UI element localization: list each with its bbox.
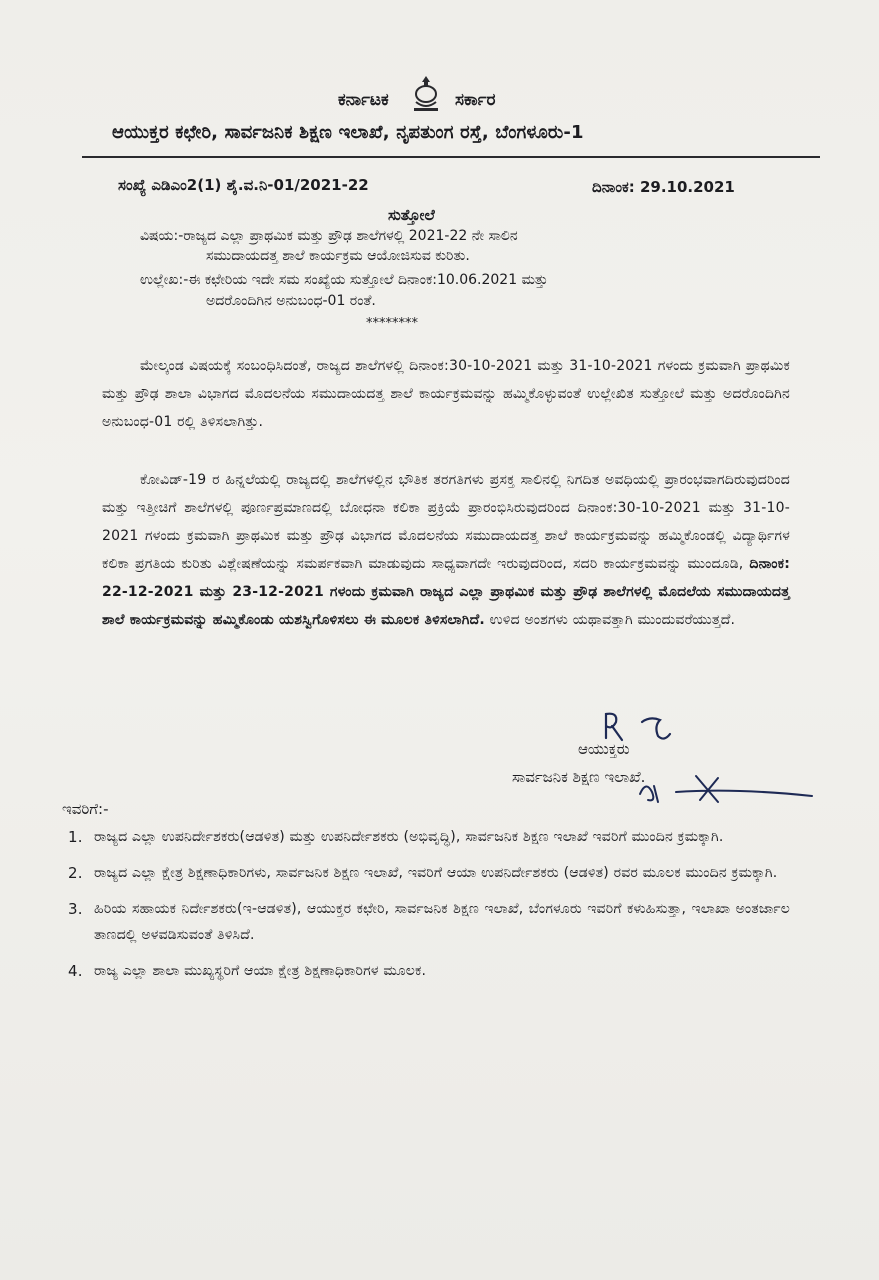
circular-title: ಸುತ್ತೋಲೆ	[388, 206, 435, 224]
signatory-designation: ಆಯುಕ್ತರು	[578, 740, 630, 758]
distribution-list	[68, 824, 790, 994]
list-item	[68, 860, 790, 886]
list-item-number: 3.	[68, 900, 83, 918]
list-item	[68, 896, 790, 948]
subject-line-2: ಸಮುದಾಯದತ್ತ ಶಾಲೆ ಕಾರ್ಯಕ್ರಮ ಆಯೋಜಿಸುವ ಕುರಿತು.	[206, 248, 470, 264]
body-paragraph-2-end: ಉಳಿದ ಅಂಶಗಳು ಯಥಾವತ್ತಾಗಿ ಮುಂದುವರೆಯುತ್ತದೆ.	[489, 612, 736, 628]
list-item-text: ರಾಜ್ಯದ ಎಲ್ಲಾ ಕ್ಷೇತ್ರ ಶಿಕ್ಷಣಾಧಿಕಾರಿಗಳು, ಸಾರ್ವಜನಿಕ ಶಿಕ್ಷಣ ಇಲಾಖೆ, ಇವರಿಗೆ ಆಯಾ ಉಪನಿರ್ದೇಶಕರು (ಆಡಳಿತ) ರವರ ಮೂಲಕ ಮುಂದಿನ ಕ್ರಮಕ್ಕಾಗಿ.	[94, 865, 778, 881]
government-label-left: ಕರ್ನಾಟಕ	[338, 90, 389, 110]
signature-scribble	[636, 772, 826, 808]
state-emblem-icon	[408, 74, 444, 114]
list-item-number: 1.	[68, 828, 83, 846]
reference-line-2: ಅದರೊಂದಿಗಿನ ಅನುಬಂಧ-01 ರಂತೆ.	[206, 293, 376, 309]
body-paragraph-2	[102, 466, 790, 634]
document-date: ದಿನಾಂಕ: 29.10.2021	[592, 178, 735, 196]
list-item-number: 4.	[68, 962, 83, 980]
separator-stars: ********	[366, 316, 418, 331]
list-item-text: ಹಿರಿಯ ಸಹಾಯಕ ನಿರ್ದೇಶಕರು(ಇ-ಆಡಳಿತ), ಆಯುಕ್ತರ ಕಛೇರಿ, ಸಾರ್ವಜನಿಕ ಶಿಕ್ಷಣ ಇಲಾಖೆ, ಬೆಂಗಳೂರು ಇವರಿಗೆ ಕಳುಹಿಸುತ್ತಾ, ಇಲಾಖಾ ಅಂತರ್ಜಾಲ ತಾಣದಲ್ಲಿ ಅಳವಡಿಸುವಂತೆ ತಿಳಿಸಿದೆ.	[94, 901, 790, 943]
list-item-text: ರಾಜ್ಯದ ಎಲ್ಲಾ ಉಪನಿರ್ದೇಶಕರು(ಆಡಳಿತ) ಮತ್ತು ಉಪನಿರ್ದೇಶಕರು (ಅಭಿವೃದ್ಧಿ), ಸಾರ್ವಜನಿಕ ಶಿಕ್ಷಣ ಇಲಾಖೆ ಇವರಿಗೆ ಮುಂದಿನ ಕ್ರಮಕ್ಕಾಗಿ.	[94, 829, 724, 845]
list-item	[68, 958, 790, 984]
list-item-number: 2.	[68, 864, 83, 882]
body-paragraph-2-text: ಕೋವಿಡ್-19 ರ ಹಿನ್ನಲೆಯಲ್ಲಿ ರಾಜ್ಯದಲ್ಲಿ ಶಾಲೆಗಳಲ್ಲಿನ ಭೌತಿಕ ತರಗತಿಗಳು ಪ್ರಸಕ್ತ ಸಾಲಿನಲ್ಲಿ ನಿಗದಿತ ಅವಧಿಯಲ್ಲಿ ಪ್ರಾರಂಭವಾಗದಿರುವುದರಿಂದ ಮತ್ತು ಇತ್ತೀಚಿಗೆ ಶಾಲೆಗಳಲ್ಲಿ ಪೂರ್ಣಪ್ರಮಾಣದಲ್ಲಿ ಬೋಧನಾ ಕಲಿಕಾ ಪ್ರಕ್ರಿಯೆ ಪ್ರಾರಂಭಿಸಿರುವುದರಿಂದ ದಿನಾಂಕ:30-10-2021 ಮತ್ತು 31-10-2021 ಗಳಂದು ಕ್ರಮವಾಗಿ ಪ್ರಾಥಮಿಕ ಮತ್ತು ಪ್ರೌಢ ವಿಭಾಗದ ಮೊದಲನೆಯ ಸಮುದಾಯದತ್ತ ಶಾಲೆ ಕಾರ್ಯಕ್ರಮವನ್ನು ಹಮ್ಮಿಕೊಂಡಲ್ಲಿ ವಿದ್ಯಾರ್ಥಿಗಳ ಕಲಿಕಾ ಪ್ರಗತಿಯ ಕುರಿತು ವಿಶ್ಲೇಷಣೆಯನ್ನು ಸಮರ್ಪಕವಾಗಿ ಮಾಡುವುದು ಸಾಧ್ಯವಾಗದೇ ಇರುವುದರಿಂದ, ಸದರಿ ಕಾರ್ಯಕ್ರಮವನ್ನು ಮುಂದೂಡಿ,	[102, 472, 790, 572]
body-paragraph-1: ಮೇಲ್ಕಂಡ ವಿಷಯಕ್ಕೆ ಸಂಬಂಧಿಸಿದಂತೆ, ರಾಜ್ಯದ ಶಾಲೆಗಳಲ್ಲಿ ದಿನಾಂಕ:30-10-2021 ಮತ್ತು 31-10-2021 ಗಳಂದು ಕ್ರಮವಾಗಿ ಪ್ರಾಥಮಿಕ ಮತ್ತು ಪ್ರೌಢ ಶಾಲಾ ವಿಭಾಗದ ಮೊದಲನೆಯ ಸಮುದಾಯದತ್ತ ಶಾಲೆ ಕಾರ್ಯಕ್ರಮವನ್ನು ಹಮ್ಮಿಕೊಳ್ಳುವಂತೆ ಉಲ್ಲೇಖಿತ ಸುತ್ತೋಲೆ ಮತ್ತು ಅದರೊಂದಿಗಿನ ಅನುಬಂಧ-01 ರಲ್ಲಿ ತಿಳಿಸಲಾಗಿತ್ತು.	[102, 358, 790, 430]
signatory-department: ಸಾರ್ವಜನಿಕ ಶಿಕ್ಷಣ ಇಲಾಖೆ.	[512, 768, 646, 786]
reference-number: ಸಂಖ್ಯೆ ಎಡಿಎಂ2(1) ಶೈ.ವ.ನಿ-01/2021-22	[118, 176, 369, 194]
office-address: ಆಯುಕ್ತರ ಕಛೇರಿ, ಸಾರ್ವಜನಿಕ ಶಿಕ್ಷಣ ಇಲಾಖೆ, ನೃಪತುಂಗ ರಸ್ತೆ, ಬೆಂಗಳೂರು-1	[112, 122, 584, 143]
subject-line-1: ವಿಷಯ:-ರಾಜ್ಯದ ಎಲ್ಲಾ ಪ್ರಾಥಮಿಕ ಮತ್ತು ಪ್ರೌಢ ಶಾಲೆಗಳಲ್ಲಿ 2021-22 ನೇ ಸಾಲಿನ	[140, 228, 518, 244]
list-item-text: ರಾಜ್ಯ ಎಲ್ಲಾ ಶಾಲಾ ಮುಖ್ಯಸ್ಥರಿಗೆ ಆಯಾ ಕ್ಷೇತ್ರ ಶಿಕ್ಷಣಾಧಿಕಾರಿಗಳ ಮೂಲಕ.	[94, 963, 427, 979]
body-paragraph-2-bold: ದಿನಾಂಕ: 22-12-2021 ಮತ್ತು 23-12-2021 ಗಳಂದು ಕ್ರಮವಾಗಿ ರಾಜ್ಯದ ಎಲ್ಲಾ ಪ್ರಾಥಮಿಕ ಮತ್ತು ಪ್ರೌಢ ಶಾಲೆಗಳಲ್ಲಿ ಮೊದಲೆಯ ಸಮುದಾಯದತ್ತ ಶಾಲೆ ಕಾರ್ಯಕ್ರಮವನ್ನು ಹಮ್ಮಿಕೊಂಡು ಯಶಸ್ವಿಗೊಳಿಸಲು ಈ ಮೂಲಕ ತಿಳಿಸಲಾಗಿದೆ.	[102, 556, 790, 628]
distribution-heading: ಇವರಿಗೆ:-	[62, 800, 109, 818]
reference-line-1: ಉಲ್ಲೇಖ:-ಈ ಕಛೇರಿಯ ಇದೇ ಸಮ ಸಂಖ್ಯೆಯ ಸುತ್ತೋಲೆ ದಿನಾಂಕ:10.06.2021 ಮತ್ತು	[140, 272, 548, 288]
header-divider	[82, 156, 820, 158]
government-label-right: ಸರ್ಕಾರ	[455, 90, 496, 110]
list-item	[68, 824, 790, 850]
